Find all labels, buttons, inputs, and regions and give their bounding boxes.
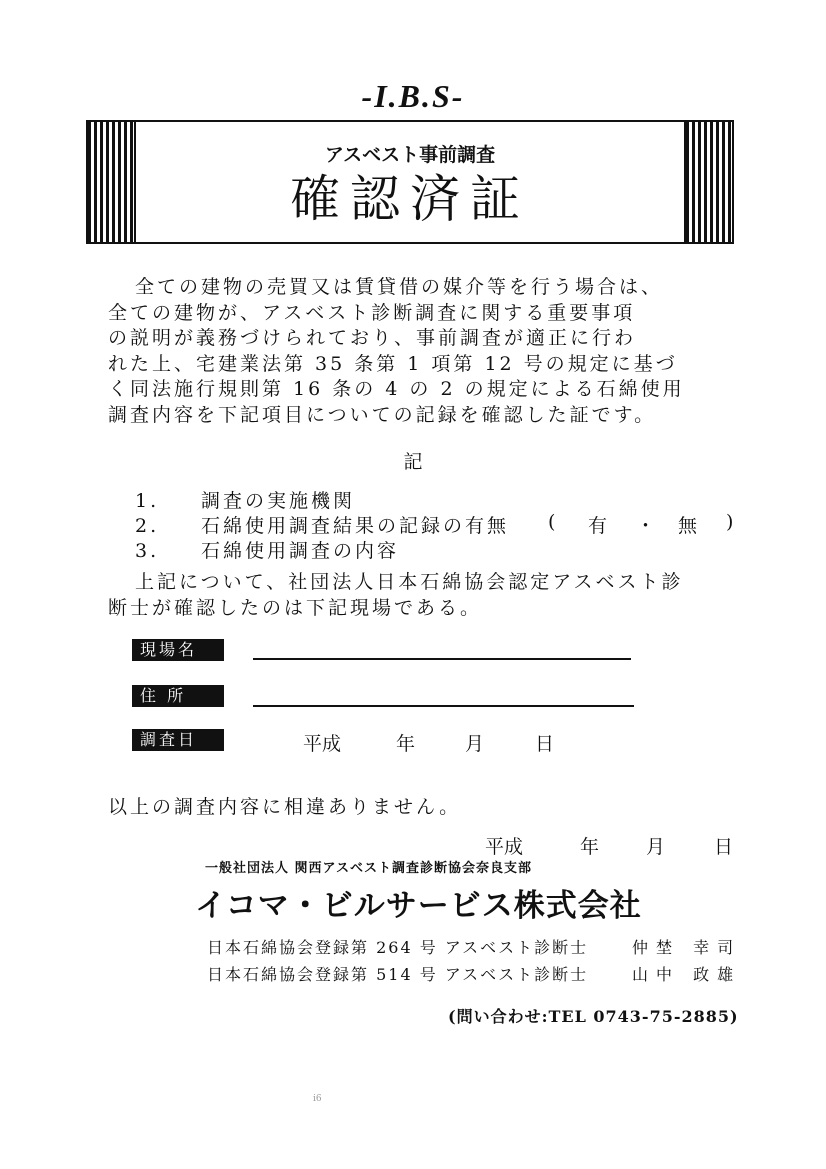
address-label: 住 所 — [132, 685, 224, 707]
page-mark: i6 — [313, 1094, 322, 1104]
registration-row — [207, 962, 742, 985]
company-name: イコマ・ビルサービス株式会社 — [195, 888, 642, 924]
item-number: 2. — [135, 515, 160, 537]
registration-text: 日本石綿協会登録第 264 号 アスベスト診断士 — [207, 938, 589, 957]
survey-date-year[interactable]: 年 — [396, 733, 416, 755]
survey-date-label: 調査日 — [132, 729, 224, 751]
organization-line: 一般社団法人 関西アスベスト調査診断協会奈良支部 — [205, 861, 533, 876]
list-item — [135, 511, 509, 538]
issue-date-day[interactable]: 日 — [714, 836, 734, 858]
issue-date-year[interactable]: 年 — [580, 836, 600, 858]
intro-line: 全ての建物の売買又は賃貸借の媒介等を行う場合は、 — [135, 276, 664, 298]
choice-open-paren: ( — [548, 511, 556, 533]
item-text: 調査の実施機関 — [201, 490, 356, 512]
title-frame — [86, 120, 734, 244]
statement-line: 上記について、社団法人日本石綿協会認定アスベスト診 — [135, 571, 684, 593]
contact-info: (問い合わせ:TEL 0743-75-2885) — [448, 1007, 739, 1026]
title-panel — [134, 122, 686, 242]
intro-line: く同法施行規則第 16 条の 4 の 2 の規定による石綿使用 — [108, 378, 685, 400]
choice-separator: ・ — [636, 515, 656, 537]
survey-date-era: 平成 — [303, 733, 342, 755]
intro-line: 全ての建物が、アスベスト診断調査に関する重要事項 — [108, 301, 636, 324]
list-item — [135, 536, 399, 563]
item-text: 石綿使用調査の内容 — [201, 540, 400, 562]
inspector-name: 仲埜 幸司 — [632, 938, 742, 957]
ibs-logo: -I.B.S- — [361, 78, 465, 114]
inspector-name: 山中 政雄 — [632, 965, 742, 984]
left-stripe-ornament — [88, 122, 134, 242]
list-item — [135, 486, 355, 513]
intro-line: 調査内容を下記項目についての記録を確認した証です。 — [108, 403, 657, 426]
confirmation-statement: 以上の調査内容に相違ありません。 — [108, 796, 462, 818]
item-number: 3. — [135, 540, 160, 562]
address-field[interactable] — [253, 705, 634, 707]
item-number: 1. — [135, 490, 160, 512]
choice-no[interactable]: 無 — [678, 515, 698, 537]
site-name-label: 現場名 — [132, 639, 224, 661]
item-text: 石綿使用調査結果の記録の有無 — [201, 515, 510, 537]
intro-line: れた上、宅建業法第 35 条第 1 項第 12 号の規定に基づ — [108, 352, 678, 375]
choice-yes[interactable]: 有 — [588, 515, 608, 537]
document-subtitle: アスベスト事前調査 — [324, 144, 496, 166]
issue-date-month[interactable]: 月 — [646, 836, 666, 858]
intro-line: の説明が義務づけられており、事前調査が適正に行わ — [108, 327, 637, 349]
registration-row — [207, 935, 742, 958]
document-title: 確認済証 — [290, 170, 530, 228]
survey-date-month[interactable]: 月 — [465, 733, 485, 755]
ki-heading: 記 — [403, 451, 423, 473]
registration-text: 日本石綿協会登録第 514 号 アスベスト診断士 — [207, 965, 589, 984]
statement-line: 断士が確認したのは下記現場である。 — [108, 596, 483, 619]
issue-date-era: 平成 — [485, 836, 524, 858]
choice-close-paren: ) — [726, 511, 734, 533]
right-stripe-ornament — [686, 122, 732, 242]
survey-date-day[interactable]: 日 — [535, 733, 555, 755]
intro-paragraph — [108, 275, 730, 428]
site-name-field[interactable] — [253, 658, 631, 660]
statement-paragraph — [108, 570, 730, 621]
